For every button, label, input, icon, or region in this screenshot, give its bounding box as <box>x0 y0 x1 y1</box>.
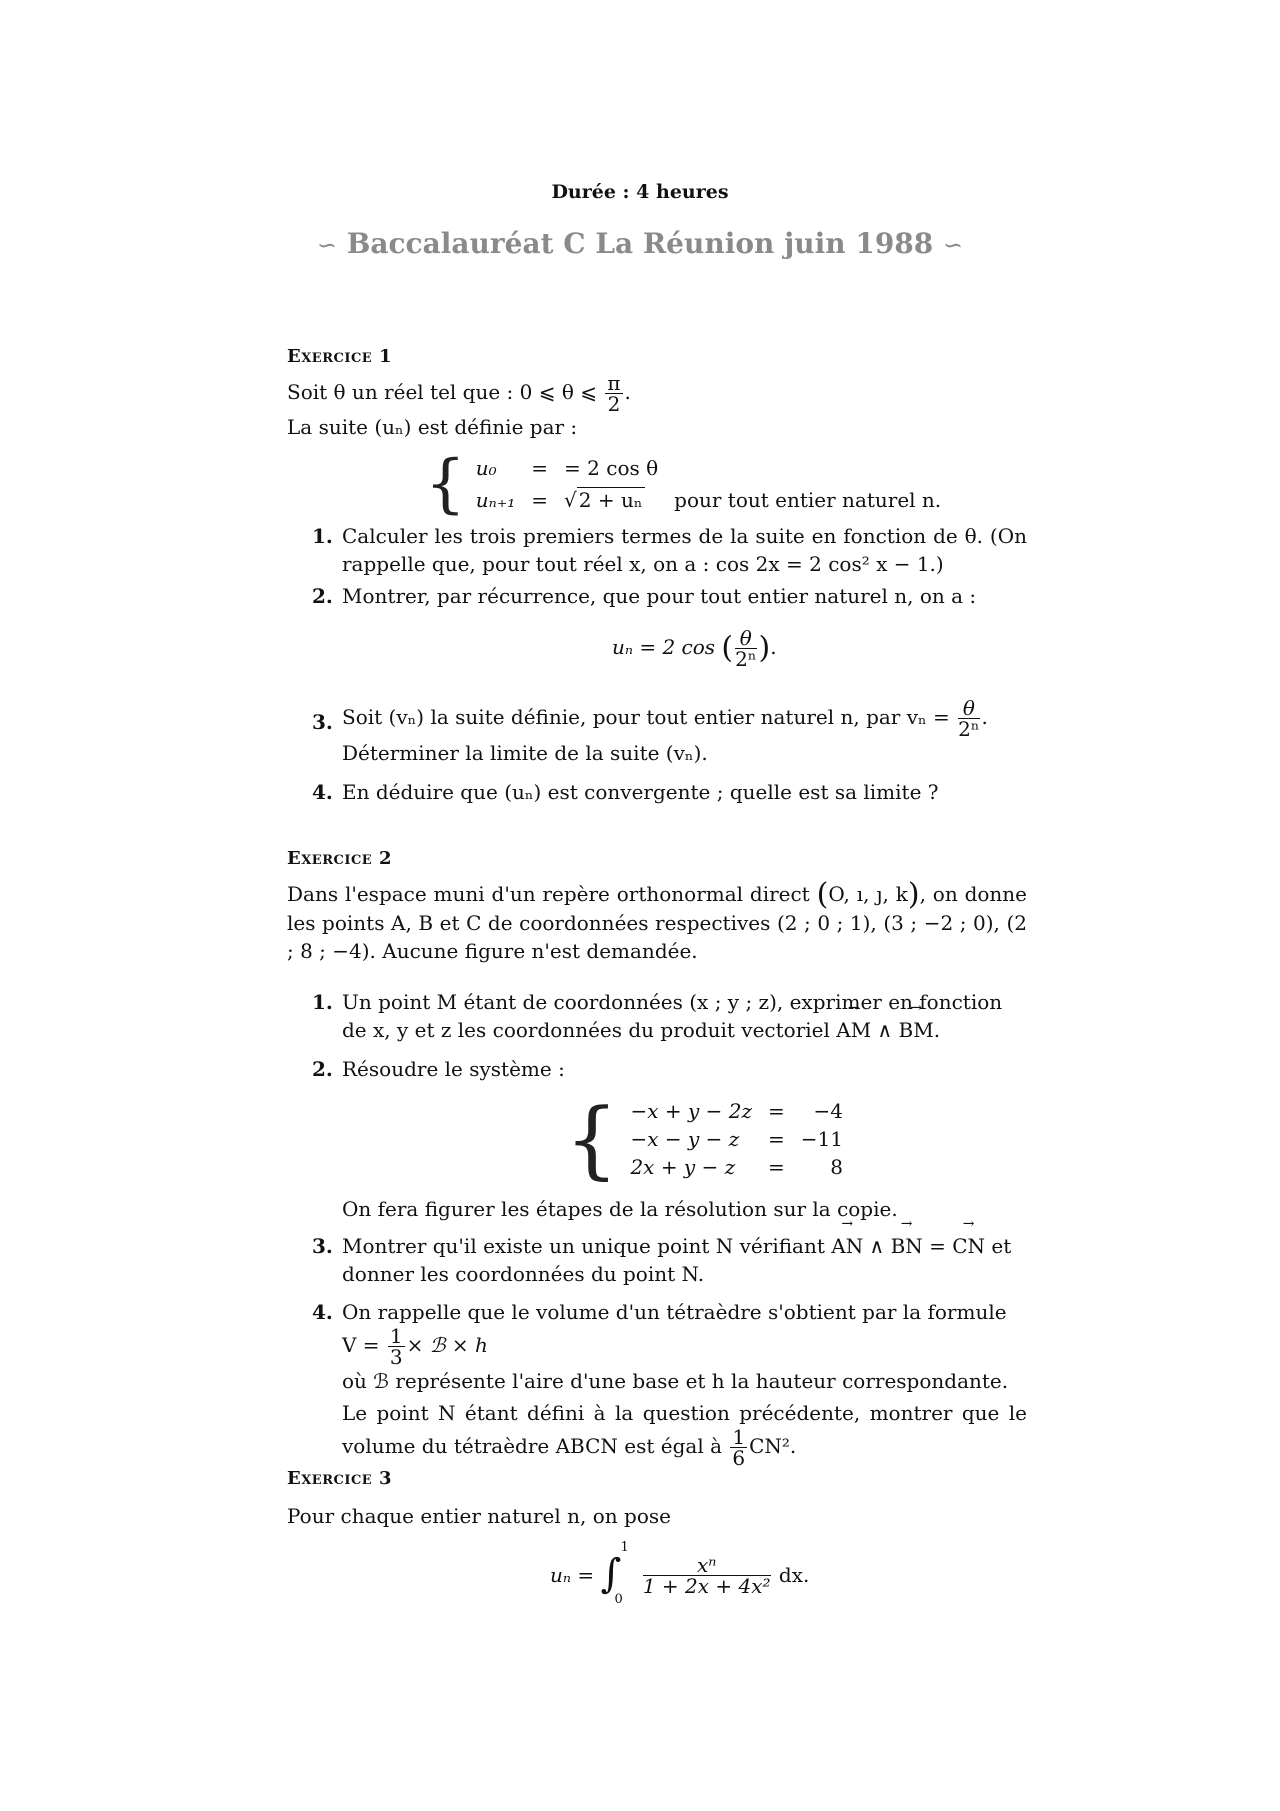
ex2-question-4: 4. On rappelle que le volume d'un tétraèdre s'obtient par la formule V = $\frac{1}{3}$ × ℬ × h où ℬ représente l'aire d'une base et h la hauteur correspondante. Le point N étant défini à la question précédente, montrer que le volume du tétraèdre ABCN est égal à $\frac{1}{6}$ CN². <box>312 1300 1027 1470</box>
ex3-intro: Pour chaque entier naturel n, on pose <box>287 1504 671 1528</box>
exam-title-line <box>0 226 1280 263</box>
ex2-question-3: 3. Montrer qu'il existe un unique point N vérifiant → AN ∧ → BN = → CN et donner les coordonnées du point N. <box>312 1232 1027 1288</box>
pi-over-2-fraction: $\frac{\pi}{2}$ <box>607 371 621 416</box>
vector-am: → AM <box>836 1016 871 1044</box>
ex2-question-1: 1. Un point M étant de coordonnées (x ; y ; z), exprimer en fonction de x, y et z les coordonnées du produit vectoriel → AM ∧ → BM. <box>312 988 1027 1044</box>
ex2-question-2: 2. Résoudre le système : <box>312 1057 565 1081</box>
ornament-right-icon: ∽ <box>943 231 964 259</box>
exercise-2-heading: Exercice 2 <box>287 848 392 869</box>
ex1-recurrence-system: { u₀ = = 2 cos θ uₙ₊₁ = √ 2 + uₙ pour tout entier naturel n. <box>425 447 942 521</box>
ex1-question-3: 3. Soit (vₙ) la suite définie, pour tout entier naturel n, par vₙ = $\frac{\theta}{\text{2ⁿ}}$ . Déterminer la limite de la suite (vₙ). <box>312 696 988 765</box>
exam-title: Baccalauréat C La Réunion juin 1988 <box>346 227 934 260</box>
ex3-integral-formula: uₙ = ∫ 1 0 $\frac{\text{xⁿ}}{\text{1 + 2x + 4x²}}$ dx. <box>550 1540 810 1607</box>
ex2-intro: Dans l'espace muni d'un repère orthonormal direct (O, ı, ȷ, k), on donne les points A, B et C de coordonnées respectives (2 ; 0 ; 1), (3 ; −2 ; 0), (2 ; 8 ; −4). Aucune figure n'est demandée. <box>287 877 1028 963</box>
vector-cn: → CN <box>952 1232 985 1260</box>
integral-icon: ∫ 1 0 <box>600 1540 629 1607</box>
ex1-intro-1: Soit θ un réel tel que : 0 ⩽ θ ⩽ $\frac{\pi}{2}$ . <box>287 371 631 416</box>
ornament-left-icon: ∽ <box>316 231 337 259</box>
vector-bn: → BN <box>891 1232 923 1260</box>
frame-vectors: O, ı, ȷ, k <box>828 882 908 906</box>
ex2-q2-note: On fera figurer les étapes de la résolution sur la copie. <box>342 1197 898 1221</box>
ex1-q2-formula: uₙ = 2 cos ( $\frac{\theta}{\text{2ⁿ}}$ ). <box>612 626 777 671</box>
vector-bm: → BM <box>899 1016 934 1044</box>
ex1-question-4: 4. En déduire que (uₙ) est convergente ; quelle est sa limite ? <box>312 780 939 804</box>
integrand-fraction: $\frac{\text{xⁿ}}{\text{1 + 2x + 4x²}}$ <box>642 1552 771 1598</box>
exam-duration: Durée : 4 heures <box>551 181 729 203</box>
ex2-linear-system: { −x + y − 2z = −4 −x − y − z = −11 2x + y − z = 8 <box>565 1090 843 1188</box>
vector-an: → AN <box>831 1232 863 1260</box>
left-brace-icon: { <box>425 447 466 521</box>
left-brace-icon: { <box>565 1090 619 1188</box>
exercise-3-heading: Exercice 3 <box>287 1468 392 1489</box>
ex1-question-1: 1. Calculer les trois premiers termes de la suite en fonction de θ. (On rappelle que, pour tout réel x, on a : cos 2x = 2 cos² x − 1.) <box>312 524 1027 576</box>
ex1-intro-2: La suite (uₙ) est définie par : <box>287 415 578 439</box>
sqrt-radicand: 2 + uₙ <box>578 488 643 512</box>
ex1-question-2: 2. Montrer, par récurrence, que pour tout entier naturel n, on a : <box>312 584 977 608</box>
ex1-intro-text: Soit θ un réel tel que : 0 ⩽ θ ⩽ <box>287 380 597 404</box>
exercise-1-heading: Exercice 1 <box>287 346 392 367</box>
